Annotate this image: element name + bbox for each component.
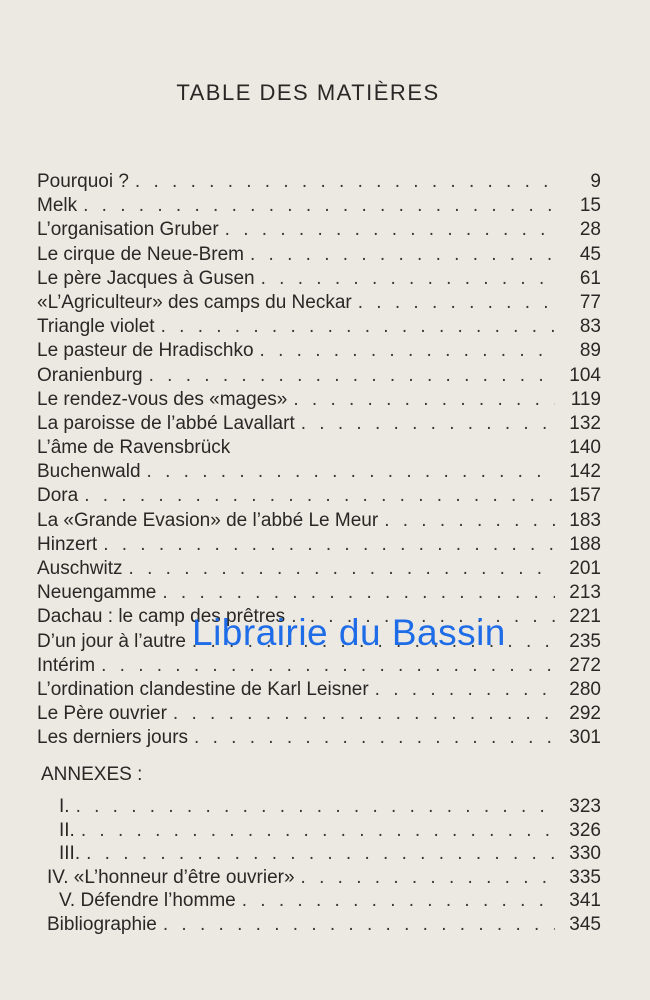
toc-entry [37,267,601,291]
toc-entry [37,581,601,605]
toc-entry-page: 77 [579,291,601,313]
annex-entry [41,889,601,913]
annex-entry-page: 341 [569,890,601,912]
dot-leader [161,315,555,339]
toc-entry-page: 132 [569,412,601,434]
dot-leader [225,218,555,242]
toc-entry [37,194,601,218]
dot-leader [163,913,555,937]
toc-entry-page: 157 [569,485,601,507]
toc-entry-page: 183 [569,509,601,531]
dot-leader [260,339,555,363]
toc-entry-page: 15 [579,195,601,217]
toc-entry-page: 235 [569,630,601,652]
toc-entry-label: Le pasteur de Hradischko [37,340,254,362]
dot-leader [135,170,555,194]
toc-entry-page: 45 [579,243,601,265]
annexes-heading: ANNEXES : [41,764,143,785]
annex-entry-label: V. Défendre l’homme [59,890,236,912]
toc-entry-label: Le père Jacques à Gusen [37,267,255,289]
annex-entry-label: III. [59,843,81,865]
toc-entry [37,533,601,557]
toc-entry-page: 188 [569,533,601,555]
annex-entry-label: Bibliographie [47,913,157,935]
annex-entry [41,819,601,843]
toc-entry-label: Buchenwald [37,461,141,483]
toc-entry-page: 9 [590,171,601,192]
toc-entry [37,218,601,242]
toc-entry [37,654,601,678]
dot-leader [358,291,555,315]
toc-entry-label: L’âme de Ravensbrück [37,437,231,459]
toc-entry-label: Melk [37,195,78,217]
toc-entry [37,726,601,750]
toc-entry-label: Auschwitz [37,558,123,579]
toc-entry [37,388,601,412]
dot-leader [103,533,555,557]
toc-entry-label: Le rendez-vous des «mages» [37,388,288,410]
toc-entry [37,436,601,460]
toc-entry-label: La paroisse de l’abbé Lavallart [37,412,295,434]
toc-entry [37,339,601,363]
toc-entry-page: 104 [569,364,601,386]
toc-entry-label: Intérim [37,654,96,676]
toc-entry [37,412,601,436]
annex-entry [41,795,601,819]
toc-entry-label: Neuengamme [37,582,157,604]
toc-entry-page: 272 [569,654,601,676]
dot-leader [384,509,555,533]
dot-leader [129,557,555,581]
toc-entry [37,557,601,581]
dot-leader [301,866,555,890]
toc-entry-label: «L’Agriculteur» des camps du Neckar [37,291,352,313]
toc-entry-label: Les derniers jours [37,727,189,749]
toc-entry-label: Le Père ouvrier [37,703,167,725]
annex-entry [41,913,601,937]
toc-entry-label: Le cirque de Neue-Brem [37,243,244,265]
toc-entry [37,678,601,702]
toc-entry [37,484,601,508]
toc-entry-label: La «Grande Evasion» de l’abbé Le Meur [37,509,379,531]
toc-entry-page: 301 [569,727,601,749]
dot-leader [173,702,555,726]
annex-entry [41,842,601,866]
toc-entry-label: Dora [37,485,79,507]
dot-leader [84,484,555,508]
annexes-list [41,795,601,937]
toc-entry-page: 292 [569,703,601,725]
toc-entry-page: 142 [569,461,601,483]
annex-entry-label: I. [59,796,70,817]
table-of-contents [37,170,601,751]
toc-entry [37,702,601,726]
dot-leader [149,364,555,388]
toc-entry-label: Hinzert [37,533,98,555]
annex-entry-page: 323 [569,796,601,817]
toc-entry-page: 83 [579,316,601,338]
annex-entry-page: 326 [569,819,601,841]
toc-entry-page: 119 [570,388,601,410]
toc-entry-page: 280 [569,678,601,700]
dot-leader [301,412,555,436]
annex-entry-page: 330 [569,843,601,865]
annex-entry-label: II. [59,819,75,841]
watermark: Librairie du Bassin [192,612,506,653]
dot-leader [293,388,555,412]
toc-entry-page: 89 [579,340,601,362]
dot-leader [261,267,555,291]
toc-entry-page: 213 [569,582,601,604]
toc-entry [37,170,601,194]
dot-leader [86,842,555,866]
dot-leader [81,819,555,843]
dot-leader [147,460,555,484]
toc-entry-label: Triangle violet [37,316,155,338]
toc-entry-page: 140 [569,437,601,459]
toc-entry-label: D’un jour à l’autre [37,630,186,652]
dot-leader [76,795,555,819]
toc-entry-page: 61 [579,267,601,289]
dot-leader [83,194,555,218]
toc-entry-label: Oranienburg [37,364,143,386]
dot-leader [375,678,555,702]
toc-entry-page: 28 [579,219,601,241]
annex-entry-page: 345 [569,913,601,935]
dot-leader [250,243,555,267]
annex-entry [41,866,601,890]
toc-entry-page: 201 [569,558,601,579]
toc-entry [37,364,601,388]
annex-entry-page: 335 [569,866,601,888]
toc-entry-label: L’ordination clandestine de Karl Leisner [37,678,369,700]
page-title: TABLE DES MATIÈRES [176,80,440,105]
toc-entry [37,460,601,484]
dot-leader [101,654,555,678]
toc-entry-page: 221 [569,606,601,628]
toc-entry-label: Dachau : le camp des prêtres [37,606,286,628]
toc-entry [37,509,601,533]
annex-entry-label: IV. «L’honneur d’être ouvrier» [47,866,295,888]
toc-entry [37,243,601,267]
dot-leader [242,889,555,913]
toc-entry-label: L’organisation Gruber [37,219,219,241]
dot-leader [194,726,555,750]
toc-entry [37,291,601,315]
toc-entry-label: Pourquoi ? [37,171,129,192]
dot-leader [162,581,555,605]
toc-entry [37,315,601,339]
